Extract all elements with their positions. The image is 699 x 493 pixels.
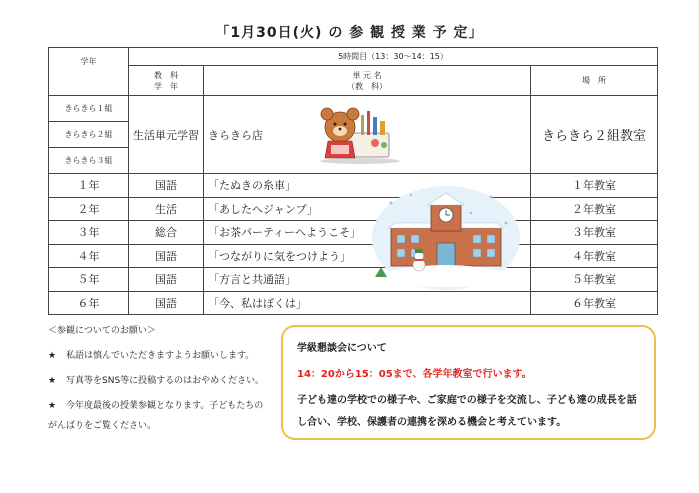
- note-item: ★ 今年度最後の授業参観となります。子どもたちの がんばりをご覧ください。: [48, 401, 264, 431]
- star-icon: ★: [48, 376, 57, 386]
- page-title: 「1月30日(火) の 参 観 授 業 予 定」: [215, 25, 484, 41]
- table-row: ３年 総合 「お茶パーティーへようこそ」 ３年教室: [49, 221, 658, 245]
- unit-header: 単 元 名 （教 科）: [204, 66, 531, 96]
- star-icon: ★: [48, 351, 57, 361]
- notes-section: [48, 323, 288, 445]
- table-row: ２年 生活 「あしたへジャンプ」 ２年教室: [49, 197, 658, 221]
- period-label: 5時間目（13：30～14：15）: [129, 48, 658, 66]
- snowy-school-illustration: [371, 183, 521, 293]
- note-item: ★ 写真等をSNS等に投稿するのはおやめください。: [48, 376, 265, 386]
- notes-title: ＜参観についてのお願い＞: [48, 326, 156, 336]
- kira-grade-2: きらきら２組: [49, 122, 129, 148]
- place-header: 場 所: [531, 66, 658, 96]
- star-icon: ★: [48, 401, 57, 411]
- table-row: ５年 国語 「方言と共通語」 ５年教室: [49, 268, 658, 292]
- note-item: ★ 私語は慎んでいただきますようお願いします。: [48, 351, 255, 361]
- subject-header: 教 科 学 年: [129, 66, 204, 96]
- kira-subject: 生活単元学習: [129, 96, 204, 174]
- table-row: ４年 国語 「つながりに気をつけよう」 ４年教室: [49, 244, 658, 268]
- kira-unit: きらきら店: [204, 96, 531, 174]
- kira-grade-3: きらきら３組: [49, 148, 129, 174]
- meeting-title: 学級懇談会について: [297, 343, 387, 354]
- kira-grade-1: きらきら１組: [49, 96, 129, 122]
- grade-header: 学年: [49, 48, 129, 96]
- meeting-time: 14：20から15：05まで、各学年教室で行います。: [297, 369, 532, 380]
- meeting-body: 子ども達の学校での様子や、ご家庭での様子を交流し、子ども達の成長を話し合い、学校、保護者の連携を深める機会と考えています。: [297, 395, 637, 428]
- meeting-box: [281, 325, 656, 440]
- table-row: ６年 国語 「今、私はぼくは」 ６年教室: [49, 291, 658, 315]
- table-row: １年 国語 「たぬきの糸車」 １年教室: [49, 174, 658, 198]
- schedule-table: [48, 47, 658, 315]
- bear-shop-illustration: [315, 103, 405, 165]
- kira-place: きらきら２組教室: [531, 96, 658, 174]
